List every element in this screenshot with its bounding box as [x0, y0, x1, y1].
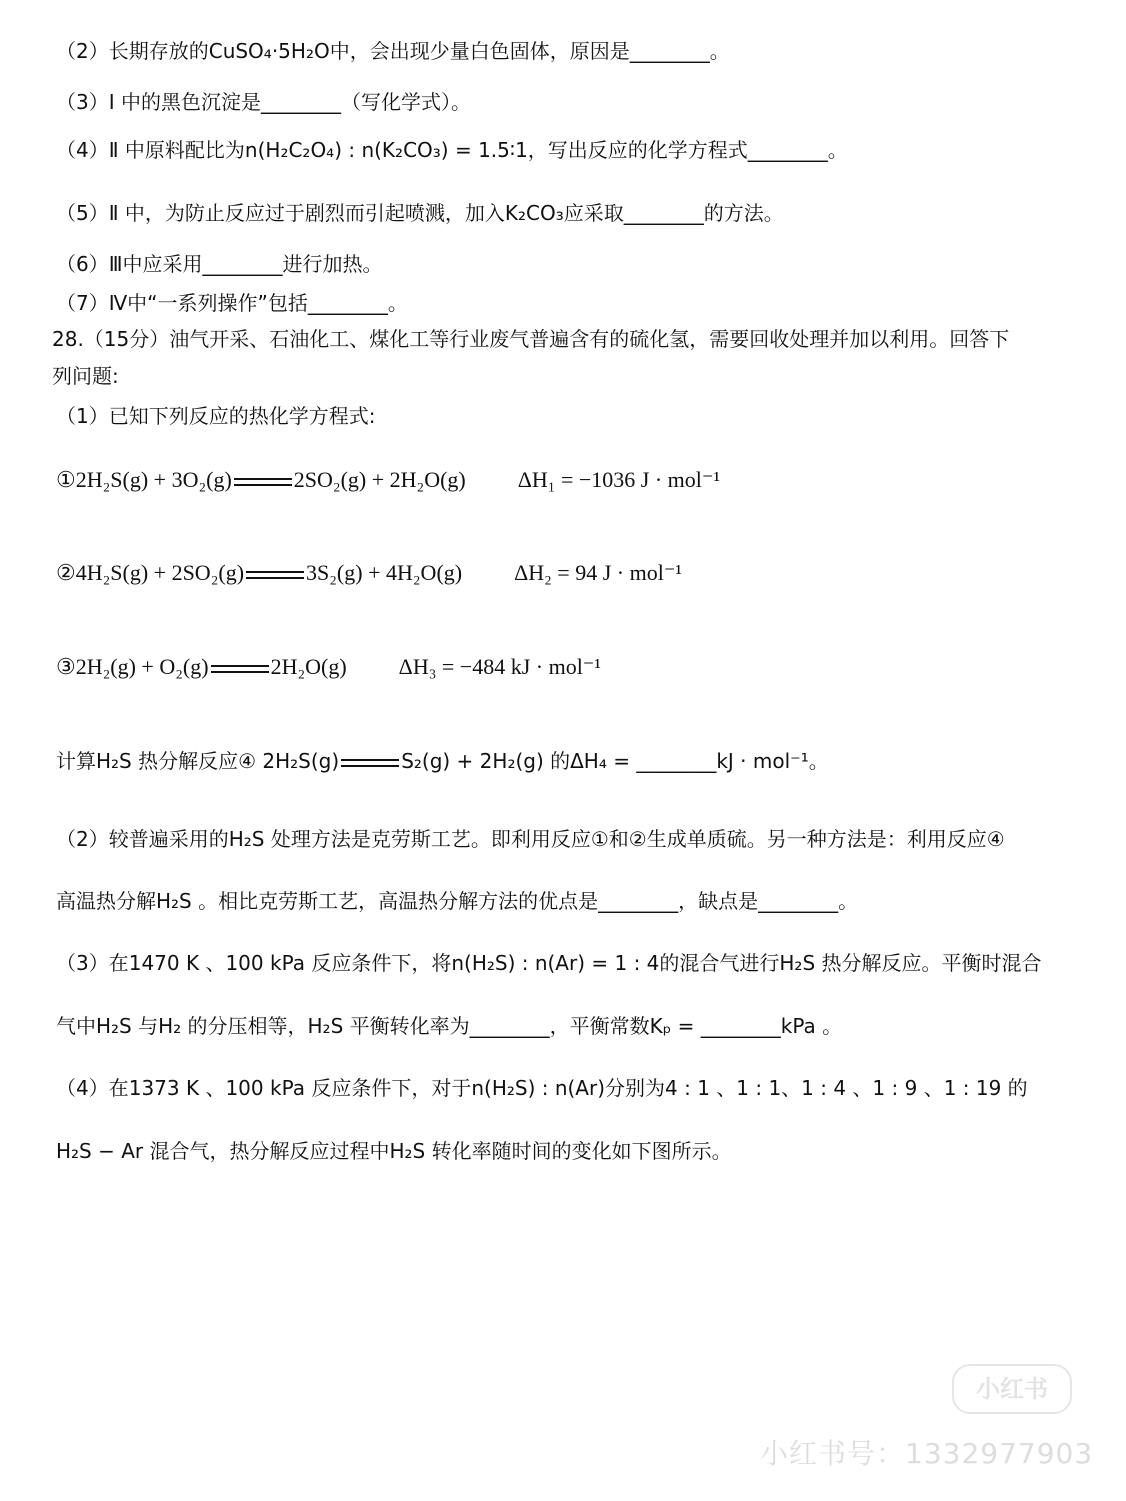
equation-1-right: 2SO₂(g) + 2H₂O(g): [293, 467, 466, 492]
q27-part6: （6）Ⅲ中应采用________进行加热。: [56, 252, 383, 276]
q28-calc-line: [56, 746, 1086, 776]
q28-part4-line2: H₂S − Ar 混合气，热分解反应过程中H₂S 转化率随时间的变化如下图所示。: [56, 1139, 732, 1163]
q28-part3-line1: （3）在1470 K 、100 kPa 反应条件下，将n(H₂S) : n(Ar) = 1 : 4的混合气进行H₂S 热分解反应。平衡时混合: [56, 951, 1042, 975]
equation-1-enthalpy: ΔH₁ = −1036 J · mol⁻¹: [517, 467, 721, 492]
equation-1: [56, 465, 720, 495]
watermark-id: 小红书号：1332977903: [760, 1437, 1094, 1470]
q28-part4-line1: （4）在1373 K 、100 kPa 反应条件下，对于n(H₂S) : n(Ar)分别为4 : 1 、1 : 1、1 : 4 、1 : 9 、1 : 19 的: [56, 1076, 1028, 1100]
q28-part2-line2: 高温热分解H₂S 。相比克劳斯工艺，高温热分解方法的优点是________，缺点是________。: [56, 889, 859, 913]
calc-suffix: S₂(g) + 2H₂(g) 的ΔH₄ = ________kJ · mol⁻¹。: [401, 749, 829, 773]
watermark-logo: 小红书: [952, 1364, 1072, 1414]
equation-3-left: ③2H₂(g) + O₂(g): [56, 654, 209, 679]
equation-2-enthalpy: ΔH₂ = 94 J · mol⁻¹: [514, 560, 683, 585]
q27-part3: （3）Ⅰ 中的黑色沉淀是________（写化学式）。: [56, 90, 471, 114]
equation-3-right: 2H₂O(g): [270, 654, 347, 679]
equals-arrow-icon: [341, 759, 399, 767]
q27-part7: （7）Ⅳ中“一系列操作”包括________。: [56, 291, 408, 315]
q28-part2-line1: （2）较普遍采用的H₂S 处理方法是克劳斯工艺。即利用反应①和②生成单质硫。另一种方法是：利用反应④: [56, 827, 1005, 851]
equation-3: [56, 652, 601, 682]
equals-arrow-icon: [246, 571, 304, 579]
equation-2-left: ②4H₂S(g) + 2SO₂(g): [56, 560, 245, 585]
q28-intro-line2: 列问题:: [52, 364, 119, 388]
equals-arrow-icon: [211, 665, 269, 673]
q28-part1: （1）已知下列反应的热化学方程式:: [56, 404, 376, 428]
calc-prefix: 计算H₂S 热分解反应④ 2H₂S(g): [56, 749, 340, 773]
q27-part2: （2）长期存放的CuSO₄·5H₂O中，会出现少量白色固体，原因是________。: [56, 39, 730, 63]
equation-2: [56, 558, 682, 588]
equation-1-left: ①2H₂S(g) + 3O₂(g): [56, 467, 232, 492]
equals-arrow-icon: [234, 478, 292, 486]
q27-part4: （4）Ⅱ 中原料配比为n(H₂C₂O₄) : n(K₂CO₃) = 1.5∶1，写出反应的化学方程式________。: [56, 138, 848, 162]
q28-part3-line2: 气中H₂S 与H₂ 的分压相等，H₂S 平衡转化率为________，平衡常数Kₚ = ________kPa 。: [56, 1014, 843, 1038]
q27-part5: （5）Ⅱ 中，为防止反应过于剧烈而引起喷溅，加入K₂CO₃应采取________的方法。: [56, 201, 784, 225]
equation-2-right: 3S₂(g) + 4H₂O(g): [306, 560, 463, 585]
equation-3-enthalpy: ΔH₃ = −484 kJ · mol⁻¹: [398, 654, 602, 679]
q28-intro-line1: 28.（15分）油气开采、石油化工、煤化工等行业废气普遍含有的硫化氢，需要回收处理并加以利用。回答下: [52, 327, 1010, 351]
